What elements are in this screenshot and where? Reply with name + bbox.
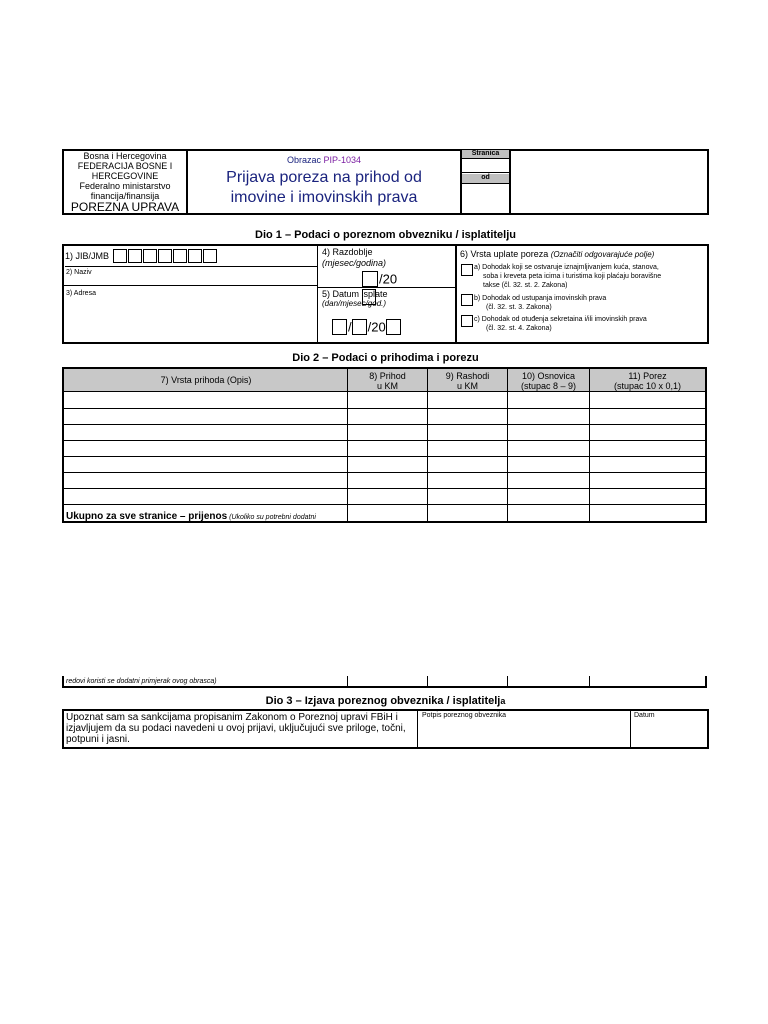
- date-sep: /: [348, 319, 352, 335]
- col-header-base-line1: 10) Osnovica: [521, 371, 576, 381]
- jib-label: 1) JIB/JMB: [65, 251, 110, 261]
- declaration-statement: Upoznat sam sa sankcijama propisanim Zakonom o Poreznoj upravi FBiH i izjavljujem da su podaci navedeni u ovoj prijavi, uključujući sve priloge, točni, potpuni i jasni.: [66, 712, 406, 745]
- address-label: 3) Adresa: [66, 290, 96, 297]
- total-note: (Ukoliko su potrebni dodatni: [227, 514, 316, 521]
- authority-main: POREZNA UPRAVA: [70, 200, 180, 214]
- table-row[interactable]: [64, 489, 705, 505]
- form-code-prefix: Obrazac: [286, 155, 324, 165]
- signature-field[interactable]: [418, 721, 630, 747]
- period-hint: (mjesec/godina): [322, 258, 387, 268]
- authority-line: Bosna i Hercegovina: [83, 151, 167, 161]
- option-a-line3: takse (čl. 32. st. 2. Zakona): [483, 282, 568, 289]
- continuation-note: redovi koristi se dodatni primjerak ovog obrasca): [66, 678, 217, 685]
- payment-option-c: [461, 315, 707, 337]
- authority-line: HERCEGOVINE: [91, 171, 159, 181]
- table-row[interactable]: [64, 457, 705, 473]
- part2-heading: Dio 2 – Podaci o prihodima i porezu: [292, 352, 479, 364]
- part1-div-b: [455, 244, 457, 344]
- col-header-income-line2: u KM: [376, 381, 398, 391]
- col-header-expenses-line2: u KM: [456, 381, 478, 391]
- option-c-line2: (čl. 32. st. 4. Zakona): [486, 325, 552, 332]
- date-sign-label: Datum: [634, 712, 655, 719]
- form-title-line1: Prijava poreza na prihod od: [226, 169, 422, 186]
- authority-line: financija/finansija: [90, 191, 160, 201]
- col-header-description: 7) Vrsta prihoda (Opis): [160, 375, 252, 385]
- total-row: [66, 506, 346, 521]
- name-label: 2) Naziv: [66, 269, 92, 276]
- period-date-divider: [318, 287, 455, 288]
- payment-option-b: [461, 294, 707, 314]
- table-row[interactable]: [64, 409, 705, 425]
- option-c-checkbox[interactable]: [461, 315, 473, 327]
- option-c-line1: c) Dohodak od otuđenja sekretaina i/ili imovinskih prava: [474, 316, 647, 323]
- period-year-prefix: /20: [379, 271, 398, 287]
- option-b-checkbox[interactable]: [461, 294, 473, 306]
- jib-boxes[interactable]: [113, 249, 218, 263]
- strip-col-line: [427, 676, 428, 687]
- part1-heading: Dio 1 – Podaci o poreznom obvezniku / isplatitelju: [255, 229, 516, 241]
- jib-row: [65, 249, 317, 267]
- payment-option-a: [461, 264, 707, 294]
- col-header-expenses: [428, 371, 507, 391]
- option-a-line2: soba i kreveta peta icima i turistima koji plaćaju boravišne: [483, 273, 662, 280]
- part1-div-a: [317, 244, 318, 344]
- strip-col-line: [347, 676, 348, 687]
- option-b-line1: b) Dohodak od ustupanja imovinskih prava: [474, 295, 607, 302]
- option-a-checkbox[interactable]: [461, 264, 473, 276]
- form-code: PIP-1034: [323, 155, 362, 165]
- page-number-field[interactable]: [462, 160, 509, 173]
- date-year-prefix: /20: [367, 319, 386, 335]
- address-field[interactable]: [63, 287, 317, 343]
- col-header-income: [348, 371, 427, 391]
- payment-type-heading: [460, 249, 707, 260]
- name-field[interactable]: [63, 267, 317, 286]
- page-label: Stranica: [462, 150, 509, 159]
- col-header-base: [508, 371, 589, 391]
- table-row[interactable]: [64, 441, 705, 457]
- table-row[interactable]: [64, 473, 705, 489]
- period-field[interactable]: [362, 270, 410, 286]
- signature-label: Potpis poreznog obveznika: [422, 712, 507, 719]
- date-label: 5) Datum isplate: [322, 289, 388, 299]
- authority-line: Federalno ministarstvo: [79, 181, 171, 191]
- option-a-line1: a) Dohodak koji se ostvaruje iznajmljivanjem kuća, stanova,: [474, 264, 659, 271]
- strip-col-line: [507, 676, 508, 687]
- date-hint: (dan/mjesec/god.): [322, 299, 387, 308]
- page-total-field[interactable]: [462, 185, 509, 213]
- date-sign-field[interactable]: [631, 721, 707, 747]
- option-b-line2: (čl. 32. st. 3. Zakona): [486, 304, 552, 311]
- part3-heading-text: Dio 3 – Izjava poreznog obveznika / isplatitelj: [265, 695, 501, 707]
- authority-line: FEDERACIJA BOSNE I: [77, 161, 173, 171]
- part3-heading-tail: a: [500, 696, 506, 706]
- col-header-expenses-line1: 9) Rashodi: [445, 371, 490, 381]
- part3-heading: [62, 695, 709, 708]
- col-header-tax-line2: (stupac 10 x 0,1): [613, 381, 682, 391]
- col-header-tax: [590, 371, 705, 391]
- form-title-line2: imovine i imovinskih prava: [230, 189, 418, 206]
- strip-col-line: [589, 676, 590, 687]
- authority-block: [64, 151, 186, 213]
- title-block: [188, 152, 460, 212]
- table-row[interactable]: [64, 425, 705, 441]
- header-blank-area: [511, 151, 707, 213]
- table-row[interactable]: [64, 393, 705, 409]
- form-code-line: [188, 155, 460, 165]
- col-header-income-line1: 8) Prihod: [369, 371, 406, 381]
- col-header-base-line2: (stupac 8 – 9): [520, 381, 577, 391]
- of-label: od: [462, 174, 509, 184]
- payment-type-hint: (Označiti odgovarajuće polje): [550, 250, 655, 259]
- payment-type-label: 6) Vrsta uplate poreza: [460, 249, 549, 259]
- col-header-tax-line1: 11) Porez: [628, 371, 667, 381]
- period-label: 4) Razdoblje: [322, 247, 373, 257]
- date-field[interactable]: [332, 318, 407, 335]
- total-label: Ukupno za sve stranice – prijenos: [66, 511, 228, 521]
